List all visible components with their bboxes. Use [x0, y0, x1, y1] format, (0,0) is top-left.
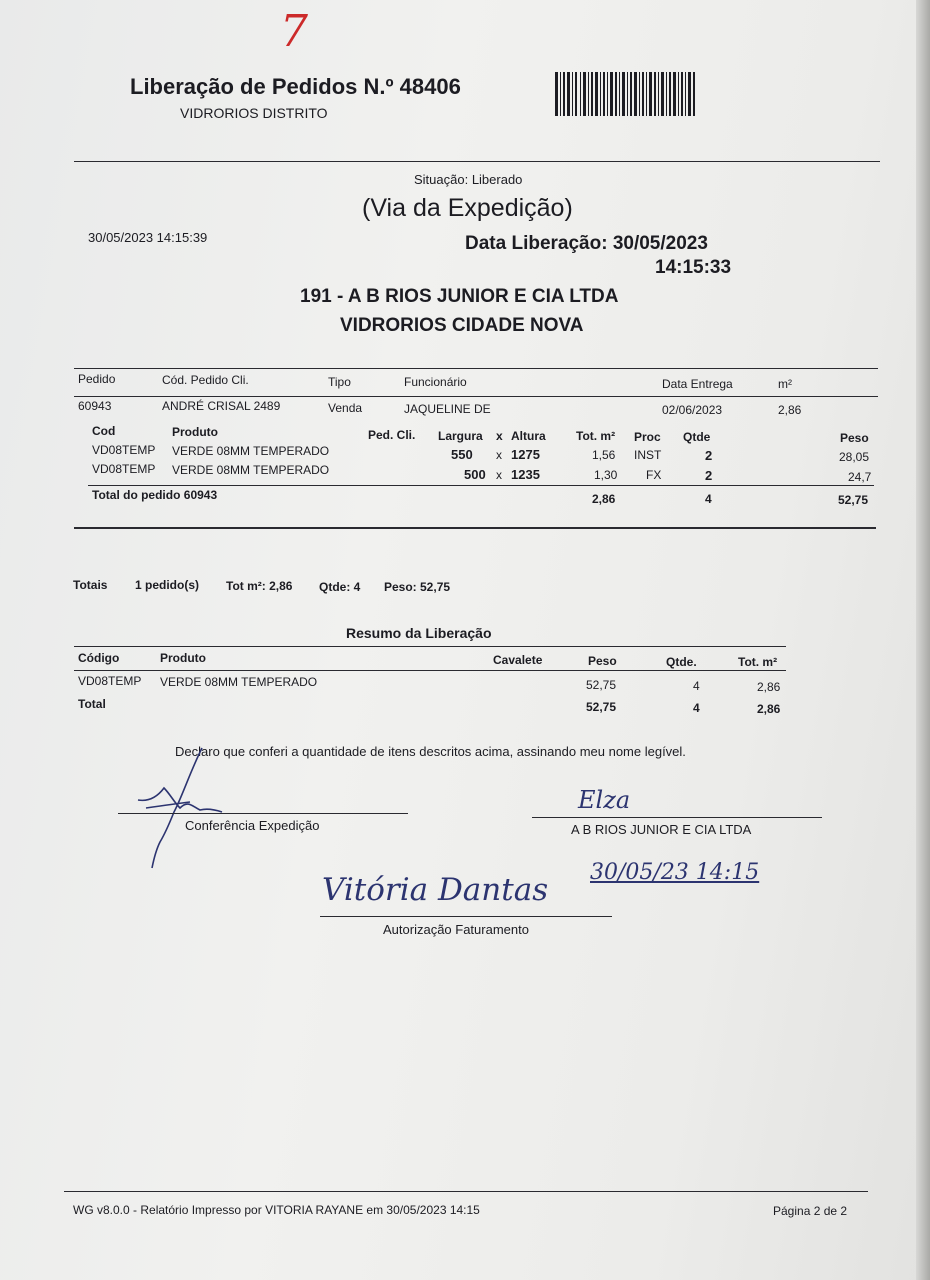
faturamento-signature: Vitória Dantas	[322, 872, 549, 908]
col-pedido: Pedido	[78, 372, 116, 386]
item-1-qtde: 2	[705, 448, 713, 463]
totais-tot-m2: Tot m²: 2,86	[226, 579, 293, 593]
resumo-total-qtde: 4	[693, 701, 700, 715]
items-col-qtde: Qtde	[683, 430, 711, 444]
resumo-total-label: Total	[78, 697, 106, 711]
items-col-largura: Largura	[438, 429, 483, 443]
col-data-entrega: Data Entrega	[662, 377, 733, 391]
totais-qtde: Qtde: 4	[319, 580, 361, 594]
item-1-peso: 28,05	[839, 450, 870, 464]
resumo-row-peso: 52,75	[586, 678, 617, 692]
faturamento-signature-line	[320, 916, 612, 917]
items-col-produto: Produto	[172, 425, 218, 439]
item-2-proc: FX	[646, 468, 662, 482]
item-2-cod: VD08TEMP	[92, 462, 156, 476]
client-name: 191 - A B RIOS JUNIOR E CIA LTDA	[300, 286, 619, 307]
totais-peso: Peso: 52,75	[384, 580, 451, 594]
resumo-col-qtde: Qtde.	[666, 655, 697, 669]
col-cod-pedido-cli: Cód. Pedido Cli.	[162, 373, 249, 387]
item-1-tot-m2: 1,56	[592, 448, 616, 462]
item-2-largura: 500	[464, 467, 486, 482]
resumo-row-qtde: 4	[693, 679, 700, 693]
printed-datetime: 30/05/2023 14:15:39	[88, 230, 208, 245]
footer-report-info: WG v8.0.0 - Relatório Impresso por VITORIA RAYANE em 30/05/2023 14:15	[73, 1203, 480, 1217]
items-col-peso: Peso	[840, 431, 869, 445]
order-tipo: Venda	[328, 401, 363, 415]
items-col-proc: Proc	[634, 430, 661, 444]
items-col-cod: Cod	[92, 424, 116, 438]
order-funcionario: JAQUELINE DE	[404, 402, 491, 416]
item-2-x: x	[496, 468, 502, 482]
items-total-qtde: 4	[705, 492, 712, 506]
resumo-col-codigo: Código	[78, 651, 120, 665]
paper-edge	[916, 0, 930, 1280]
resumo-col-produto: Produto	[160, 651, 206, 665]
item-2-altura: 1235	[511, 467, 540, 482]
item-2-produto: VERDE 08MM TEMPERADO	[172, 463, 330, 477]
item-2-peso: 24,7	[848, 470, 872, 484]
order-cod-pedido-cli: ANDRÉ CRISAL 2489	[162, 399, 281, 413]
via-label: (Via da Expedição)	[362, 194, 573, 222]
item-1-x: x	[496, 448, 502, 462]
resumo-row-produto: VERDE 08MM TEMPERADO	[160, 675, 318, 689]
totais-pedidos: 1 pedido(s)	[135, 578, 200, 592]
client-signature-line	[532, 817, 822, 818]
item-1-altura: 1275	[511, 447, 540, 462]
item-1-cod: VD08TEMP	[92, 443, 156, 457]
items-bottom-rule	[74, 527, 876, 529]
items-total-rule	[88, 485, 874, 486]
conferencia-signature-line	[118, 813, 408, 814]
footer-rule	[64, 1191, 868, 1192]
resumo-col-tot-m2: Tot. m²	[738, 655, 778, 669]
handwritten-date: 30/05/23 14:15	[590, 860, 760, 885]
order-pedido: 60943	[78, 399, 112, 413]
order-table-top-rule	[74, 368, 878, 369]
data-liberacao-time: 14:15:33	[655, 257, 732, 278]
declaration-text: Declaro que conferi a quantidade de itens descritos acima, assinando meu nome legível.	[175, 744, 686, 759]
totais-label: Totais	[73, 578, 108, 592]
document-title: Liberação de Pedidos N.º 48406	[130, 74, 461, 99]
conferencia-signature	[130, 742, 240, 872]
resumo-total-tot-m2: 2,86	[757, 702, 781, 716]
handwritten-page-mark: 7	[280, 6, 308, 57]
resumo-total-peso: 52,75	[586, 700, 617, 714]
items-total-m2: 2,86	[592, 492, 616, 506]
document-subtitle: VIDRORIOS DISTRITO	[180, 105, 328, 121]
header-divider	[74, 161, 880, 162]
col-m2: m²	[778, 377, 792, 391]
resumo-col-peso: Peso	[588, 654, 617, 668]
situacao-label: Situação: Liberado	[414, 172, 523, 187]
resumo-row-codigo: VD08TEMP	[78, 674, 142, 688]
item-1-produto: VERDE 08MM TEMPERADO	[172, 444, 330, 458]
items-col-ped-cli: Ped. Cli.	[368, 428, 416, 442]
item-1-largura: 550	[451, 447, 473, 462]
resumo-col-cavalete: Cavalete	[493, 653, 543, 667]
item-2-tot-m2: 1,30	[594, 468, 618, 482]
resumo-top-rule	[74, 646, 786, 647]
client-label: A B RIOS JUNIOR E CIA LTDA	[571, 822, 752, 837]
items-col-altura: Altura	[511, 429, 546, 443]
order-m2: 2,86	[778, 403, 802, 417]
data-liberacao: Data Liberação: 30/05/2023	[465, 233, 708, 254]
col-tipo: Tipo	[328, 375, 351, 389]
item-1-proc: INST	[634, 448, 662, 462]
barcode-icon	[555, 72, 697, 116]
item-2-qtde: 2	[705, 468, 713, 483]
items-col-x: x	[496, 429, 503, 443]
items-total-label: Total do pedido 60943	[92, 488, 218, 502]
col-funcionario: Funcionário	[404, 375, 467, 389]
items-total-peso: 52,75	[838, 493, 869, 507]
order-table-header-rule	[74, 396, 878, 397]
resumo-row-tot-m2: 2,86	[757, 680, 781, 694]
conferencia-label: Conferência Expedição	[185, 818, 320, 833]
resumo-header-rule	[74, 670, 786, 671]
footer-page-number: Página 2 de 2	[773, 1204, 848, 1218]
client-branch: VIDRORIOS CIDADE NOVA	[340, 315, 584, 336]
resumo-title: Resumo da Liberação	[346, 625, 492, 641]
items-col-tot-m2: Tot. m²	[576, 429, 616, 443]
client-signature: Elza	[578, 786, 631, 814]
order-data-entrega: 02/06/2023	[662, 403, 723, 417]
faturamento-label: Autorização Faturamento	[383, 922, 529, 937]
